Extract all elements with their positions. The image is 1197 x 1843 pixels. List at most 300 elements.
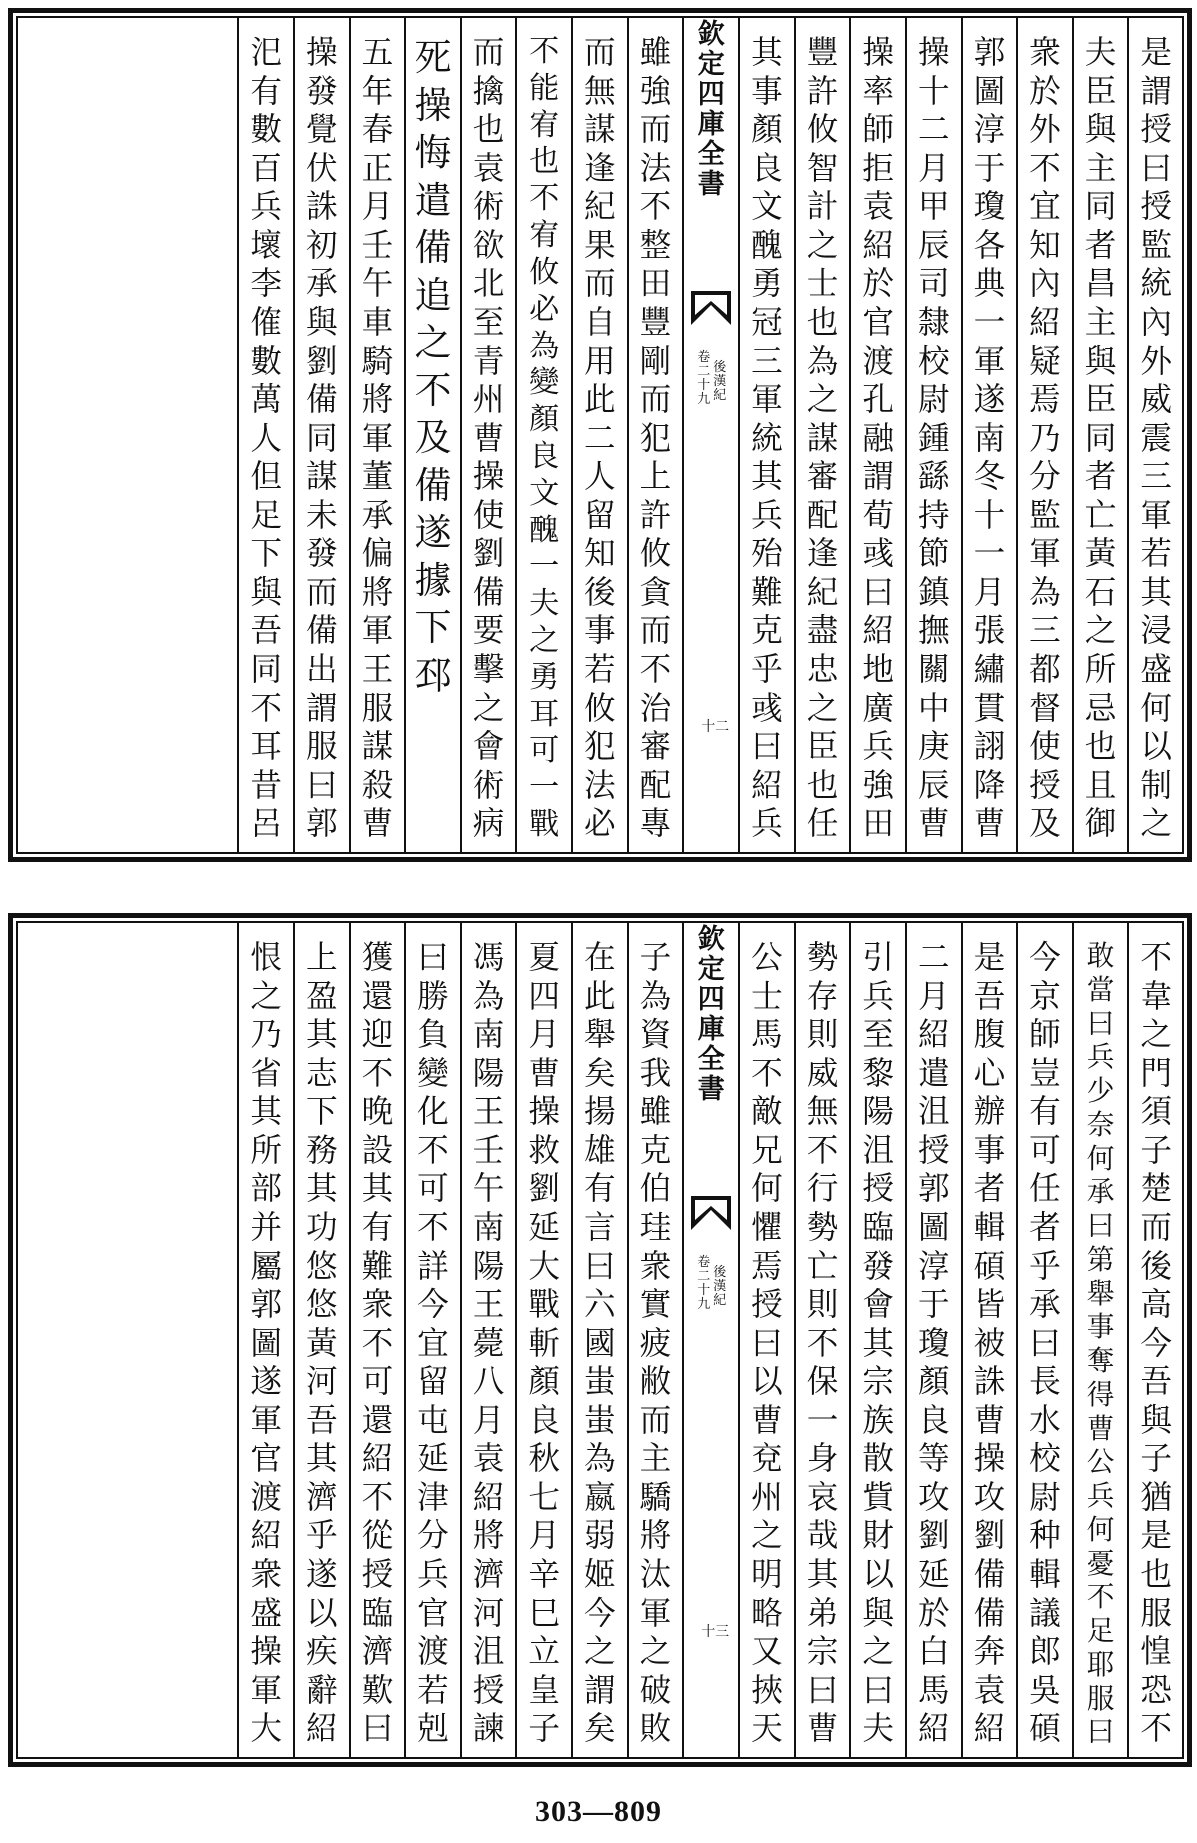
text-character: 保	[806, 1364, 839, 1401]
text-character: 驕	[639, 1479, 672, 1516]
text-character: 下	[414, 606, 452, 649]
juan-character: 漢	[713, 1279, 727, 1294]
text-character: 者	[1029, 1209, 1061, 1246]
text-character: 其	[250, 1094, 282, 1131]
text-character: 至	[472, 304, 505, 341]
text-character: 議	[1029, 1595, 1061, 1632]
text-character: 辛	[528, 1557, 560, 1593]
text-character: 軍	[973, 343, 1006, 380]
text-character: 疲	[639, 1325, 672, 1362]
text-column	[405, 921, 461, 1759]
text-character: 之	[250, 978, 282, 1015]
text-character: 事	[751, 73, 783, 110]
text-character: 審	[806, 459, 839, 496]
title-character: 欽	[697, 924, 725, 955]
text-character: 外	[1140, 343, 1172, 380]
text-character: 救	[528, 1132, 560, 1169]
text-character: 若	[583, 652, 616, 688]
text-character: 偏	[361, 536, 394, 573]
text-character: 耳	[529, 696, 560, 732]
center-column	[683, 921, 739, 1759]
text-character: 壬	[472, 1132, 505, 1169]
text-character: 以	[1140, 729, 1172, 766]
text-character: 沮	[917, 1094, 950, 1131]
text-character: 顏	[528, 1364, 560, 1401]
title-character: 四	[697, 984, 725, 1015]
text-character: 衆	[639, 1248, 672, 1285]
text-character: 宜	[417, 1325, 449, 1362]
text-character: 主	[639, 1441, 672, 1478]
text-character: 于	[917, 1287, 950, 1324]
text-character: 公	[1086, 1445, 1115, 1479]
text-character: 州	[472, 382, 505, 419]
text-character: 曰	[361, 1711, 394, 1748]
text-character: 操	[528, 1094, 560, 1131]
text-character: 圖	[250, 1325, 282, 1362]
text-character: 有	[250, 73, 282, 110]
text-character: 授	[751, 1287, 783, 1324]
text-character: 是	[1140, 1518, 1172, 1555]
title-character: 四	[697, 79, 725, 110]
text-character: 其	[305, 1171, 338, 1208]
text-character: 忠	[806, 652, 839, 688]
text-character: 盛	[1140, 652, 1172, 688]
text-character: 其	[751, 35, 783, 71]
text-character: 授	[1140, 189, 1172, 226]
text-character: 曹	[1086, 1411, 1115, 1445]
text-character: 年	[361, 73, 394, 110]
text-column	[294, 921, 350, 1759]
text-character: 吾	[973, 978, 1006, 1015]
text-character: 蚩	[583, 1364, 616, 1401]
text-character: 劉	[528, 1171, 560, 1208]
text-character: 遂	[414, 511, 452, 554]
text-character: 外	[1029, 112, 1061, 149]
text-character: 勢	[806, 940, 839, 976]
text-character: 上	[639, 459, 672, 496]
text-character: 是	[1140, 35, 1172, 71]
text-character: 廣	[862, 690, 894, 727]
text-character: 融	[862, 420, 894, 457]
text-column	[516, 921, 572, 1759]
text-character: 渡	[250, 1479, 282, 1516]
text-character: 備	[472, 574, 505, 611]
text-character: 兵	[417, 1557, 449, 1593]
text-character: 監	[1140, 227, 1172, 264]
text-character: 及	[1029, 806, 1061, 843]
text-character: 制	[1140, 767, 1172, 804]
text-character: 何	[1086, 1141, 1115, 1175]
text-character: 董	[361, 459, 394, 496]
text-character: 數	[250, 112, 282, 149]
text-character: 兵	[862, 978, 894, 1015]
text-character: 曰	[751, 729, 783, 766]
text-character: 薨	[472, 1325, 505, 1362]
text-character: 子	[1140, 1132, 1172, 1169]
text-character: 秋	[528, 1441, 560, 1478]
text-column	[238, 16, 294, 854]
text-character: 曹	[751, 1402, 783, 1439]
text-character: 追	[414, 273, 452, 317]
text-character: 午	[361, 266, 394, 303]
text-character: 田	[862, 806, 894, 843]
juan-character: 後	[713, 1265, 727, 1280]
text-character: 此	[583, 382, 616, 419]
text-character: 紹	[361, 1441, 394, 1478]
text-character: 萬	[250, 382, 282, 419]
text-character: 也	[472, 112, 505, 149]
text-character: 良	[529, 438, 560, 474]
text-character: 計	[806, 189, 839, 226]
text-character: 操	[862, 35, 894, 71]
text-character: 許	[806, 73, 839, 110]
text-character: 略	[751, 1595, 783, 1632]
text-column	[962, 16, 1018, 854]
text-character: 袁	[472, 150, 505, 187]
text-character: 乃	[250, 1017, 282, 1054]
text-character: 身	[806, 1441, 839, 1478]
text-character: 石	[1084, 574, 1117, 611]
text-character: 留	[583, 497, 616, 534]
text-character: 三	[1140, 459, 1172, 496]
text-character: 攸	[583, 690, 616, 727]
text-character: 不	[361, 1479, 394, 1516]
text-character: 不	[250, 690, 282, 727]
text-character: 勝	[417, 978, 449, 1015]
text-character: 謀	[583, 112, 616, 149]
text-character: 化	[417, 1094, 449, 1131]
text-character: 之	[806, 690, 839, 727]
text-character: 曰	[1086, 1006, 1115, 1040]
juan-character: 九	[697, 1297, 711, 1312]
text-character: 壞	[250, 227, 282, 264]
text-character: 不	[529, 34, 560, 69]
text-column	[906, 16, 962, 854]
text-character: 兵	[1086, 1040, 1115, 1074]
text-character: 也	[529, 144, 560, 180]
text-character: 恨	[250, 940, 282, 976]
text-character: 之	[1084, 613, 1117, 650]
text-character: 軍	[751, 382, 783, 419]
text-character: 則	[806, 1287, 839, 1324]
text-character: 與	[862, 1595, 894, 1632]
text-character: 財	[862, 1518, 894, 1555]
text-character: 法	[639, 150, 672, 187]
text-character: 而	[305, 574, 338, 611]
text-character: 也	[1140, 1557, 1172, 1593]
text-character: 破	[639, 1672, 672, 1709]
text-character: 服	[305, 729, 338, 766]
text-character: 紹	[917, 1711, 950, 1748]
text-character: 騎	[361, 343, 394, 380]
text-character: 郭	[305, 806, 338, 843]
text-character: 不	[417, 1209, 449, 1246]
text-column	[572, 16, 628, 854]
text-character: 於	[862, 266, 894, 303]
text-character: 明	[751, 1557, 783, 1593]
text-character: 立	[528, 1634, 560, 1671]
text-character: 率	[862, 73, 894, 110]
text-character: 於	[1029, 73, 1061, 110]
juan-character: 十	[697, 378, 711, 393]
text-character: 揚	[583, 1094, 616, 1131]
text-character: 遂	[250, 1364, 282, 1401]
text-character: 地	[862, 652, 894, 688]
text-character: 授	[1140, 112, 1172, 149]
text-character: 者	[1084, 459, 1117, 496]
text-character: 散	[862, 1441, 894, 1478]
text-character: 其	[751, 459, 783, 496]
text-character: 同	[250, 652, 282, 688]
text-character: 設	[361, 1132, 394, 1169]
text-character: 謂	[862, 459, 894, 496]
juan-character: 卷	[697, 350, 711, 365]
text-character: 袁	[973, 1672, 1006, 1709]
text-character: 何	[1140, 690, 1172, 727]
text-character: 孔	[862, 382, 894, 419]
text-character: 郭	[917, 1171, 950, 1208]
text-character: 悔	[414, 131, 452, 174]
text-character: 都	[1029, 652, 1061, 688]
text-character: 軍	[361, 420, 394, 457]
text-character: 操	[305, 35, 338, 71]
text-character: 操	[917, 35, 950, 71]
text-character: 謂	[1140, 73, 1172, 110]
text-character: 皆	[973, 1287, 1006, 1324]
text-character: 備	[414, 226, 452, 269]
text-character: 延	[417, 1441, 449, 1478]
text-character: 圖	[917, 1209, 950, 1246]
text-character: 未	[305, 497, 338, 534]
text-character: 舉	[1086, 1276, 1115, 1310]
text-character: 紹	[250, 1518, 282, 1555]
text-character: 黃	[305, 1325, 338, 1362]
text-character: 衆	[250, 1557, 282, 1593]
text-character: 長	[1029, 1364, 1061, 1401]
text-character: 初	[305, 227, 338, 264]
text-character: 百	[250, 150, 282, 187]
text-character: 專	[639, 806, 672, 843]
text-character: 韋	[1140, 978, 1172, 1015]
juan-label	[697, 351, 710, 407]
text-character: 若	[1140, 536, 1172, 573]
text-character: 兵	[751, 806, 783, 843]
text-character: 統	[751, 420, 783, 457]
text-character: 亡	[806, 1248, 839, 1285]
text-character: 紹	[917, 1017, 950, 1054]
juan-character: 卷	[697, 1255, 711, 1270]
text-character: 大	[528, 1248, 560, 1285]
text-character: 河	[472, 1595, 505, 1632]
text-character: 夏	[528, 940, 560, 976]
text-character: 瓊	[917, 1325, 950, 1362]
text-character: 操	[472, 459, 505, 496]
text-character: 顏	[751, 112, 783, 149]
text-character: 後	[1140, 1248, 1172, 1285]
text-character: 馮	[472, 940, 505, 976]
text-character: 黎	[862, 1055, 894, 1092]
text-character: 為	[529, 328, 560, 364]
text-character: 省	[250, 1055, 282, 1092]
text-column	[350, 16, 406, 854]
text-character: 曹	[361, 806, 394, 843]
text-character: 車	[361, 304, 394, 341]
text-character: 南	[472, 1017, 505, 1054]
text-character: 矣	[583, 1711, 616, 1748]
text-character: 昔	[250, 767, 282, 804]
text-character: 與	[1140, 1402, 1172, 1439]
text-character: 勢	[806, 1209, 839, 1246]
text-character: 醜	[751, 227, 783, 264]
text-character: 十	[917, 73, 950, 110]
text-character: 還	[361, 1402, 394, 1439]
text-column	[294, 16, 350, 854]
text-character: 部	[250, 1171, 282, 1208]
text-character: 荀	[862, 497, 894, 534]
text-character: 張	[973, 613, 1006, 650]
text-character: 則	[806, 1017, 839, 1054]
text-character: 人	[250, 420, 282, 457]
text-character: 留	[417, 1364, 449, 1401]
text-character: 輯	[1029, 1557, 1061, 1593]
text-character: 貲	[862, 1479, 894, 1516]
text-character: 冬	[973, 459, 1006, 496]
text-character: 事	[583, 613, 616, 650]
text-character: 濟	[472, 1557, 505, 1593]
text-character: 庚	[917, 729, 950, 766]
juan-character: 漢	[713, 374, 727, 389]
text-character: 之	[529, 623, 560, 658]
text-character: 王	[361, 652, 394, 688]
text-character: 月	[528, 1017, 560, 1054]
text-character: 克	[751, 613, 783, 650]
column-rule	[237, 16, 239, 854]
text-character: 軍	[1029, 536, 1061, 573]
text-character: 以	[305, 1595, 338, 1632]
text-character: 曹	[917, 806, 950, 843]
text-character: 二	[583, 420, 616, 457]
text-character: 戰	[528, 1287, 560, 1324]
text-character: 將	[639, 1518, 672, 1555]
text-character: 乃	[1029, 420, 1061, 457]
text-character: 尉	[917, 382, 950, 419]
text-character: 司	[917, 266, 950, 303]
title-character: 欽	[697, 19, 725, 50]
text-character: 官	[250, 1441, 282, 1478]
text-character: 公	[751, 940, 783, 976]
text-character: 以	[751, 1364, 783, 1401]
text-character: 變	[417, 1055, 449, 1092]
text-character: 必	[529, 291, 560, 327]
text-character: 法	[583, 767, 616, 804]
text-character: 也	[1084, 729, 1117, 766]
juan-character: 紀	[713, 388, 727, 403]
text-character: 備	[305, 613, 338, 650]
text-character: 志	[305, 1055, 338, 1092]
text-character: 持	[917, 497, 950, 534]
text-character: 京	[1029, 978, 1061, 1015]
text-character: 監	[1029, 497, 1061, 534]
text-character: 主	[1084, 304, 1117, 341]
text-character: 沮	[472, 1634, 505, 1671]
text-column	[739, 921, 795, 1759]
text-character: 出	[305, 652, 338, 688]
text-character: 可	[361, 1364, 394, 1401]
text-character: 發	[862, 1248, 894, 1285]
text-character: 必	[583, 806, 616, 843]
text-character: 焉	[751, 1248, 783, 1285]
text-character: 繇	[917, 459, 950, 496]
text-character: 等	[917, 1441, 950, 1478]
text-character: 水	[1029, 1402, 1061, 1439]
text-character: 呂	[250, 806, 282, 843]
text-character: 敢	[1086, 939, 1115, 972]
text-character: 屯	[417, 1402, 449, 1439]
text-column	[1017, 921, 1073, 1759]
text-character: 為	[583, 1441, 616, 1478]
text-character: 壬	[361, 227, 394, 264]
text-character: 整	[639, 227, 672, 264]
text-character: 弟	[806, 1595, 839, 1632]
text-character: 遣	[414, 178, 452, 222]
title-character: 庫	[697, 109, 725, 140]
text-character: 軍	[250, 1402, 282, 1439]
text-character: 服	[1086, 1681, 1115, 1715]
text-character: 為	[806, 343, 839, 380]
text-character: 淳	[973, 112, 1006, 149]
text-character: 能	[529, 70, 560, 106]
text-character: 所	[1084, 652, 1117, 688]
text-character: 人	[583, 459, 616, 496]
folio-number: 十三	[701, 1624, 730, 1640]
text-character: 官	[417, 1595, 449, 1632]
text-character: 紀	[583, 189, 616, 226]
text-character: 今	[417, 1287, 449, 1324]
text-character: 白	[917, 1634, 950, 1671]
text-character: 高	[1140, 1287, 1172, 1324]
text-character: 馬	[751, 1017, 783, 1054]
text-character: 負	[417, 1017, 449, 1054]
text-character: 汰	[639, 1557, 672, 1593]
text-character: 事	[973, 1132, 1006, 1169]
text-character: 被	[973, 1325, 1006, 1362]
text-character: 南	[472, 1209, 505, 1246]
text-character: 官	[862, 304, 894, 341]
text-character: 會	[862, 1287, 894, 1324]
text-character: 三	[751, 343, 783, 380]
text-character: 功	[305, 1209, 338, 1246]
juan-character: 二	[697, 364, 711, 379]
text-character: 浸	[1140, 613, 1172, 650]
text-character: 隸	[917, 304, 950, 341]
text-character: 繡	[973, 652, 1006, 688]
text-character: 操	[250, 1634, 282, 1671]
text-character: 宜	[1029, 189, 1061, 226]
text-character: 輯	[973, 1209, 1006, 1246]
text-column	[461, 921, 517, 1759]
juan-character: 紀	[713, 1293, 727, 1308]
text-character: 濟	[305, 1479, 338, 1516]
text-character: 紹	[305, 1711, 338, 1748]
text-character: 心	[973, 1055, 1006, 1092]
text-column	[850, 16, 906, 854]
text-character: 從	[361, 1518, 394, 1555]
text-character: 謂	[305, 690, 338, 727]
text-character: 而	[583, 266, 616, 303]
text-character: 种	[1029, 1518, 1061, 1555]
text-character: 會	[472, 729, 505, 766]
text-character: 三	[1029, 613, 1061, 650]
